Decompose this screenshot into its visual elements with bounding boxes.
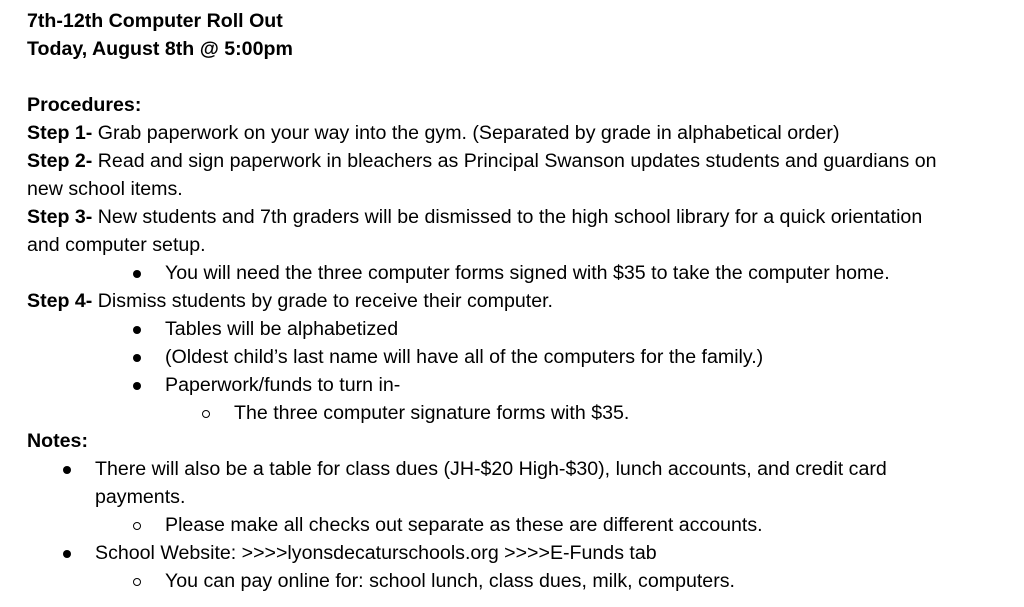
step-4-bullet-1: Tables will be alphabetized [165, 318, 399, 340]
note-2-line-1: School Website: >>>>lyonsdecaturschools.org >>>>E-Funds tab [95, 542, 657, 564]
document-title: 7th-12th Computer Roll Out [27, 10, 283, 32]
step-4-text: Dismiss students by grade to receive their computer. [92, 290, 553, 312]
bullet-dot-icon [133, 354, 141, 362]
step-1-label: Step 1- [27, 122, 93, 144]
procedures-heading: Procedures: [27, 94, 142, 116]
step-1-text: Grab paperwork on your way into the gym. (Separated by grade in alphabetical order) [92, 122, 840, 144]
step-3-text-line-2: and computer setup. [27, 234, 206, 256]
step-4-bullet-2: (Oldest child’s last name will have all of the computers for the family.) [165, 346, 764, 368]
step-3-label: Step 3- [27, 206, 93, 228]
step-4 [27, 287, 553, 315]
note-1-line-1: There will also be a table for class dues (JH-$20 High-$30), lunch accounts, and credit card [95, 458, 887, 480]
bullet-dot-icon [63, 550, 71, 558]
step-2 [27, 147, 937, 175]
step-3 [27, 203, 922, 231]
step-3-text-line-1: New students and 7th graders will be dismissed to the high school library for a quick orientation [92, 206, 923, 228]
step-2-text-line-1: Read and sign paperwork in bleachers as Principal Swanson updates students and guardians on [92, 150, 937, 172]
step-2-text-line-2: new school items. [27, 178, 183, 200]
bullet-circle-icon [202, 410, 210, 418]
bullet-dot-icon [63, 466, 71, 474]
bullet-circle-icon [133, 522, 141, 530]
notes-heading: Notes: [27, 430, 88, 452]
step-2-label: Step 2- [27, 150, 93, 172]
step-4-sub-bullet: The three computer signature forms with $35. [234, 402, 630, 424]
event-datetime: Today, August 8th @ 5:00pm [27, 38, 293, 60]
step-1 [27, 119, 839, 147]
step-4-bullet-3: Paperwork/funds to turn in- [165, 374, 401, 396]
bullet-dot-icon [133, 270, 141, 278]
step-3-bullet: You will need the three computer forms signed with $35 to take the computer home. [165, 262, 890, 284]
bullet-circle-icon [133, 578, 141, 586]
step-4-label: Step 4- [27, 290, 93, 312]
note-1-line-2: payments. [95, 486, 186, 508]
note-1-sub: Please make all checks out separate as these are different accounts. [165, 514, 763, 536]
note-2-sub: You can pay online for: school lunch, class dues, milk, computers. [165, 570, 735, 592]
bullet-dot-icon [133, 382, 141, 390]
bullet-dot-icon [133, 326, 141, 334]
